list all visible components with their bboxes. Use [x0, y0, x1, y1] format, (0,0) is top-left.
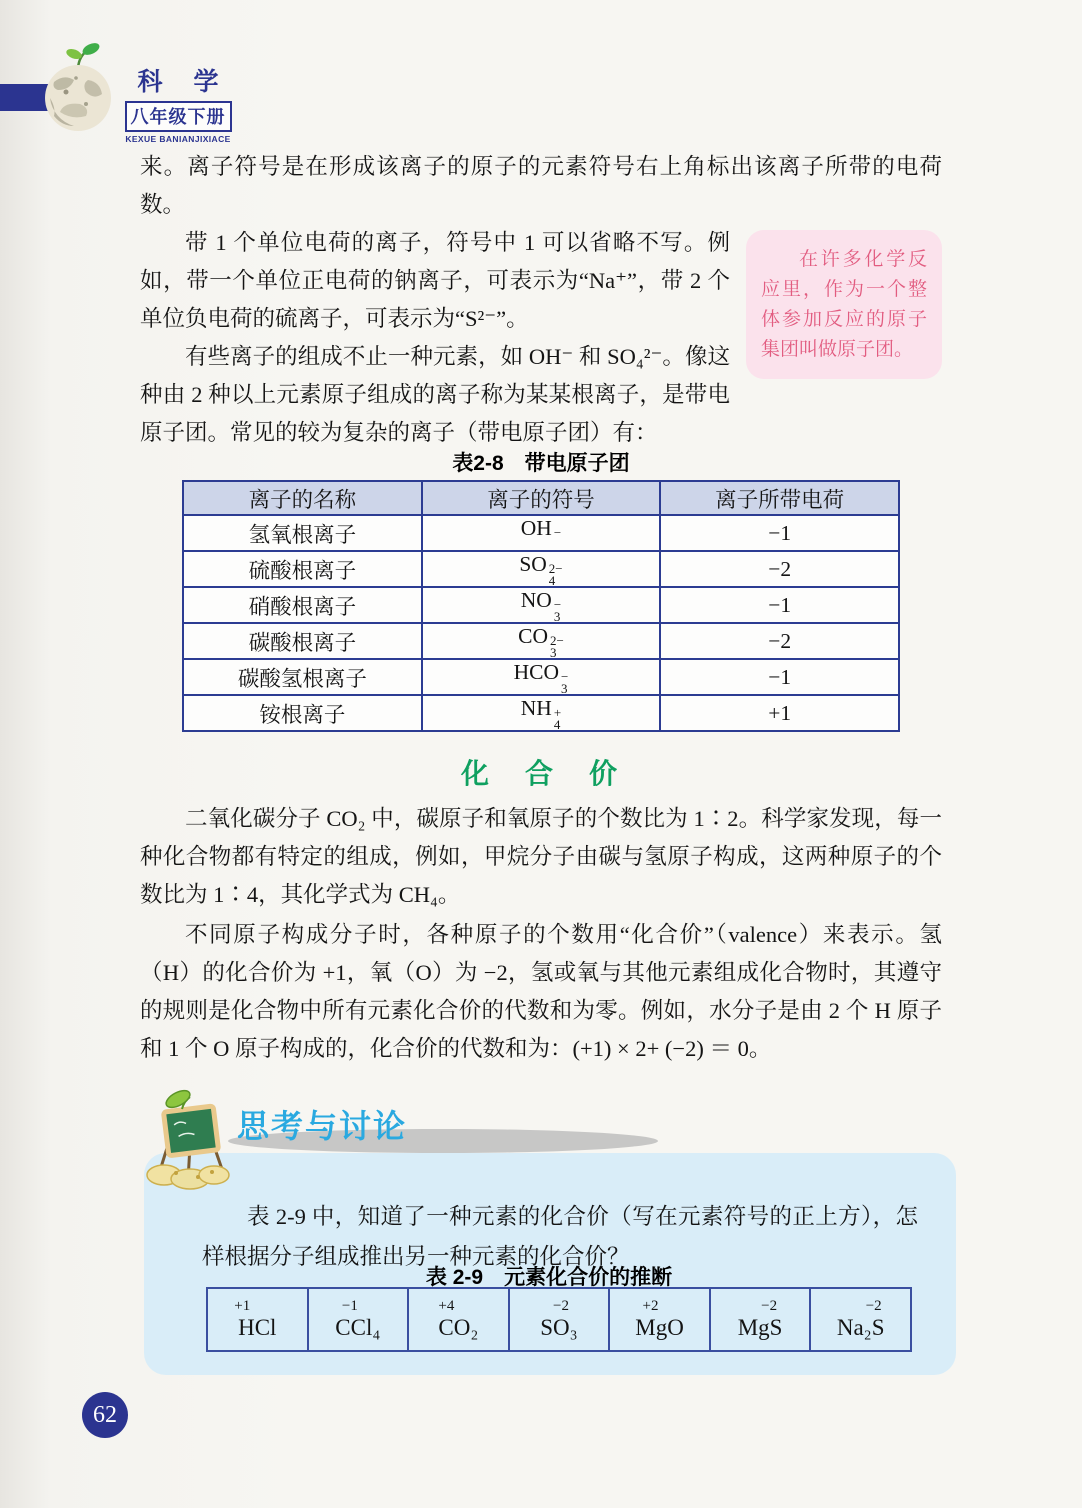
symbol-subscript: 4	[548, 573, 556, 588]
page-number-badge: 62	[82, 1392, 128, 1438]
compound-formula: CO₂	[438, 1315, 479, 1340]
symbol-scripts	[549, 562, 563, 586]
paragraph-valence-rule: 不同原子构成分子时，各种原子的个数用“化合价”（valence）来表示。氢（H）的化合价为 +1，氧（O）为 −2，氢或氧与其他元素组成化合物时，其遵守的规则是化合物中所有元素化合价的代数和为零。例如，水分子是由 2 个 H 原子和 1 个 O 原子构成的，化合价的代数和为：(+1) × 2+ (−2) ＝ 0。	[140, 922, 942, 1061]
ion-name: 铵根离子	[183, 695, 422, 731]
ion-charge: −1	[660, 515, 899, 551]
symbol-scripts	[554, 706, 561, 730]
brand-subtitle: 八年级下册	[125, 101, 232, 132]
paragraph-block-with-note	[140, 224, 942, 452]
section-heading-valence: 化 合 价	[460, 758, 621, 789]
think-discuss-question: 表 2-9 中，知道了一种元素的化合价（写在元素符号的正上方），怎样根据分子组成推出另一种元素的化合价？	[202, 1204, 918, 1269]
ion-charge: +1	[660, 695, 899, 731]
ion-charge: −2	[660, 623, 899, 659]
symbol-subscript: 3	[550, 645, 557, 660]
compound-cell	[710, 1288, 811, 1351]
col-header-ion-name: 离子的名称	[183, 481, 422, 515]
symbol-base: HCO	[513, 660, 560, 684]
symbol-scripts	[561, 670, 568, 694]
table-2-8	[182, 480, 900, 732]
symbol-base: NO	[520, 588, 552, 612]
symbol-scripts	[550, 634, 564, 658]
paragraph-ion-symbol: 来。离子符号是在形成该离子的原子的元素符号右上角标出该离子所带的电荷数。	[140, 154, 942, 217]
col-header-ion-charge: 离子所带电荷	[660, 481, 899, 515]
table-2-9-caption: 表 2-9 元素化合价的推断	[425, 1266, 673, 1289]
compound-formula: CCl₄	[335, 1315, 381, 1340]
ion-charge: −1	[660, 587, 899, 623]
ion-symbol	[422, 515, 661, 551]
compound-cell	[609, 1288, 710, 1351]
ion-name: 碳酸氢根离子	[183, 659, 422, 695]
valence-label: −2	[761, 1298, 778, 1314]
ion-symbol	[422, 623, 661, 659]
compound-formula: HCl	[238, 1315, 277, 1340]
compound-cell	[308, 1288, 409, 1351]
easel-blackboard-icon	[142, 1087, 238, 1196]
think-discuss-title: 思考与讨论	[237, 1108, 408, 1144]
valence-label: −2	[865, 1298, 882, 1314]
table-row	[183, 659, 899, 695]
table-row	[183, 695, 899, 731]
table-row	[183, 623, 899, 659]
paragraph-polyatomic-ion: 有些离子的组成不止一种元素，如 OH⁻ 和 SO₄²⁻。像这种由 2 种以上元素原子组成的离子称为某某根离子，是带电原子团。常见的较为复杂的离子（带电原子团）有：	[140, 344, 730, 445]
symbol-superscript: 2−	[550, 633, 564, 648]
ion-charge: −1	[660, 659, 899, 695]
symbol-subscript: 4	[553, 717, 561, 732]
ion-name: 硝酸根离子	[183, 587, 422, 623]
brand-title: 科 学	[137, 68, 231, 96]
compound-cell	[408, 1288, 509, 1351]
compound-cell	[509, 1288, 610, 1351]
symbol-superscript: −	[561, 669, 569, 684]
symbol-superscript: −	[553, 525, 562, 540]
symbol-superscript: +	[553, 705, 562, 720]
ion-symbol	[422, 551, 661, 587]
symbol-base: NH	[520, 696, 552, 720]
symbol-scripts	[554, 526, 561, 550]
ion-symbol	[422, 695, 661, 731]
table-row	[183, 587, 899, 623]
ion-symbol	[422, 659, 661, 695]
symbol-base: SO	[519, 552, 547, 576]
table-2-9	[206, 1287, 912, 1352]
valence-label: −1	[341, 1298, 358, 1314]
valence-label: +1	[234, 1298, 251, 1314]
compound-cell	[810, 1288, 911, 1351]
ion-name: 硫酸根离子	[183, 551, 422, 587]
compound-formula: MgO	[635, 1315, 684, 1340]
paragraph-unit-charge: 带 1 个单位电荷的离子，符号中 1 可以省略不写。例如，带一个单位正电荷的钠离子，可表示为“Na⁺”，带 2 个单位负电荷的硫离子，可表示为“S²⁻”。	[140, 230, 730, 331]
ion-charge: −2	[660, 551, 899, 587]
compound-formula: MgS	[737, 1315, 783, 1340]
ion-name: 碳酸根离子	[183, 623, 422, 659]
brand-romanized: KEXUE BANIANJIXIACE	[125, 134, 231, 144]
table-header-row	[183, 481, 899, 515]
valence-label: −2	[552, 1298, 569, 1314]
ion-symbol	[422, 587, 661, 623]
symbol-subscript: 3	[553, 609, 561, 624]
symbol-base: CO	[518, 624, 548, 648]
symbol-superscript: −	[553, 597, 562, 612]
symbol-subscript: 3	[561, 681, 568, 696]
think-discuss-section	[140, 1085, 958, 1385]
compound-cell	[207, 1288, 308, 1351]
table-2-8-caption: 表2-8 带电原子团	[452, 452, 630, 475]
compound-formula: Na₂S	[836, 1315, 885, 1340]
valence-label: +4	[438, 1298, 455, 1314]
symbol-scripts	[554, 598, 561, 622]
ion-name: 氢氧根离子	[183, 515, 422, 551]
symbol-base: OH	[520, 516, 552, 540]
symbol-superscript: 2−	[548, 561, 563, 576]
brand-block	[108, 62, 248, 144]
symbol-subscript	[554, 538, 561, 550]
valence-label: +2	[642, 1298, 659, 1314]
table-row	[207, 1288, 911, 1351]
table-row	[183, 551, 899, 587]
table-row	[183, 515, 899, 551]
compound-formula: SO₃	[540, 1315, 578, 1340]
margin-note-atom-group: 在许多化学反应里，作为一个整体参加反应的原子集团叫做原子团。	[746, 230, 942, 379]
col-header-ion-symbol: 离子的符号	[422, 481, 661, 515]
paragraph-co2-ratio: 二氧化碳分子 CO₂ 中，碳原子和氧原子的个数比为 1∶2。科学家发现，每一种化合物都有特定的组成，例如，甲烷分子由碳与氢原子构成，这两种原子的个数比为 1∶4，其化学式为 CH₄。	[140, 806, 942, 907]
